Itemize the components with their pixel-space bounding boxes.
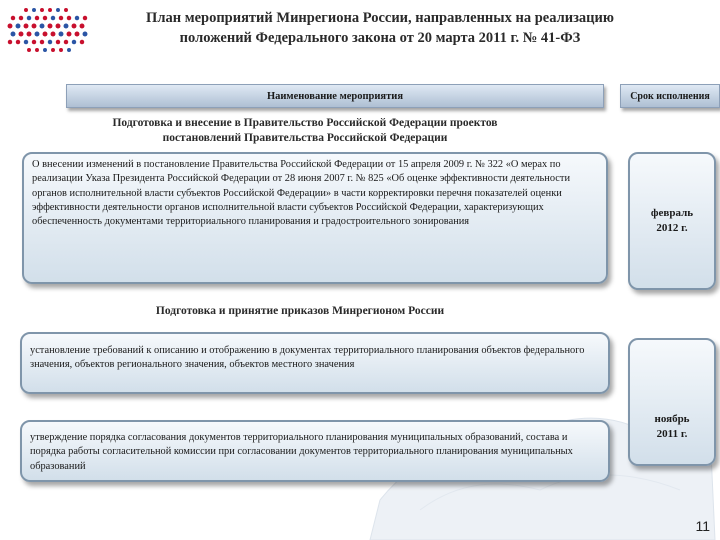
logo-dot bbox=[80, 40, 84, 44]
logo-dot bbox=[32, 40, 36, 44]
logo-dot bbox=[8, 24, 13, 29]
deadline-2-year: 2011 г. bbox=[656, 428, 688, 440]
logo-dot bbox=[75, 32, 80, 37]
title-line-2: положений Федерального закона от 20 марта 2011 г. № 41-ФЗ bbox=[179, 30, 581, 46]
section-1-heading-line-2: постановлений Правительства Российской Федерации bbox=[162, 132, 448, 144]
logo-dot bbox=[40, 40, 44, 44]
measure-item-3-text: утверждение порядка согласования документов территориального планирования муниципальных образований, состава и порядка работы согласительной комиссии при согласовании документов территориального планирования муниципальных образований bbox=[30, 432, 573, 472]
logo-dot bbox=[48, 40, 52, 44]
page-title bbox=[100, 8, 660, 48]
column-header-name: Наименование мероприятия bbox=[66, 84, 604, 108]
logo-dot bbox=[27, 48, 31, 52]
deadline-2-month: ноябрь bbox=[654, 413, 690, 425]
measure-item-3 bbox=[20, 420, 610, 482]
logo-dot bbox=[67, 48, 71, 52]
logo-dot bbox=[72, 24, 77, 29]
section-2-heading: Подготовка и принятие приказов Минрегионом России bbox=[155, 305, 445, 317]
logo-dot bbox=[83, 16, 87, 20]
title-line-1: План мероприятий Минрегиона России, направленных на реализацию bbox=[146, 10, 614, 26]
logo-dot bbox=[27, 32, 32, 37]
logo-dot bbox=[32, 24, 37, 29]
column-header-deadline: Срок исполнения bbox=[620, 84, 720, 108]
deadline-box-1 bbox=[628, 152, 716, 290]
measure-item-1-text: О внесении изменений в постановление Правительства Российской Федерации от 15 апреля 2009 г. № 322 «О мерах по реализации Указа Президента Российской Федерации от 28 июня 2007 г. № 825 «Об оценке эффективности деятельности органов исполнительной власти субъектов Российской Федерации» в части корректировки перечня показателей оценки эффективности деятельности органов исполнительной власти субъектов Российской Федерации, характеризующих обеспеченность документами территориального планирования и градостроительного зонирования bbox=[32, 159, 571, 228]
logo-dot bbox=[19, 16, 23, 20]
logo-dot bbox=[64, 24, 69, 29]
logo-dot bbox=[64, 40, 68, 44]
logo-dot bbox=[35, 48, 39, 52]
logo-dot bbox=[56, 8, 60, 12]
logo-dot bbox=[51, 16, 55, 20]
logo-dot bbox=[40, 24, 45, 29]
logo-dot bbox=[40, 8, 44, 12]
logo-dot bbox=[24, 8, 28, 12]
logo-dot bbox=[8, 40, 12, 44]
logo-dot bbox=[11, 32, 16, 37]
logo-dot bbox=[51, 48, 55, 52]
logo-dot bbox=[35, 16, 39, 20]
logo-dot bbox=[67, 32, 72, 37]
measure-item-2-text: установление требований к описанию и отображению в документах территориального планирования объектов федерального значения, объектов регионального значения, объектов местного значения bbox=[30, 345, 585, 371]
logo-dot bbox=[16, 40, 20, 44]
logo-dot bbox=[19, 32, 24, 37]
measure-item-1 bbox=[22, 152, 608, 284]
logo-dot bbox=[51, 32, 56, 37]
minregion-logo bbox=[4, 4, 90, 56]
logo-dot bbox=[27, 16, 31, 20]
section-1-heading bbox=[40, 116, 570, 146]
logo-dot bbox=[24, 24, 29, 29]
logo-dot bbox=[11, 16, 15, 20]
logo-dot bbox=[48, 24, 53, 29]
logo-dot bbox=[56, 40, 60, 44]
logo-dot bbox=[75, 16, 79, 20]
logo-dot bbox=[24, 40, 28, 44]
logo-dot bbox=[59, 48, 63, 52]
logo-dot bbox=[16, 24, 21, 29]
logo-dot bbox=[72, 40, 76, 44]
deadline-box-2 bbox=[628, 338, 716, 466]
logo-dot bbox=[64, 8, 68, 12]
logo-dot bbox=[32, 8, 36, 12]
measure-item-2 bbox=[20, 332, 610, 394]
page-number: 11 bbox=[695, 518, 710, 534]
logo-dot bbox=[59, 32, 64, 37]
logo-dot bbox=[43, 16, 47, 20]
logo-dot bbox=[83, 32, 88, 37]
logo-dot bbox=[35, 32, 40, 37]
deadline-1-year: 2012 г. bbox=[656, 222, 688, 234]
logo-dot bbox=[80, 24, 85, 29]
logo-dot bbox=[56, 24, 61, 29]
deadline-1-month: февраль bbox=[650, 207, 694, 219]
section-1-heading-line-1: Подготовка и внесение в Правительство Российской Федерации проектов bbox=[112, 117, 498, 129]
logo-dot bbox=[67, 16, 71, 20]
logo-dot bbox=[59, 16, 63, 20]
logo-dot bbox=[48, 8, 52, 12]
logo-dot bbox=[43, 32, 48, 37]
logo-dot bbox=[43, 48, 47, 52]
